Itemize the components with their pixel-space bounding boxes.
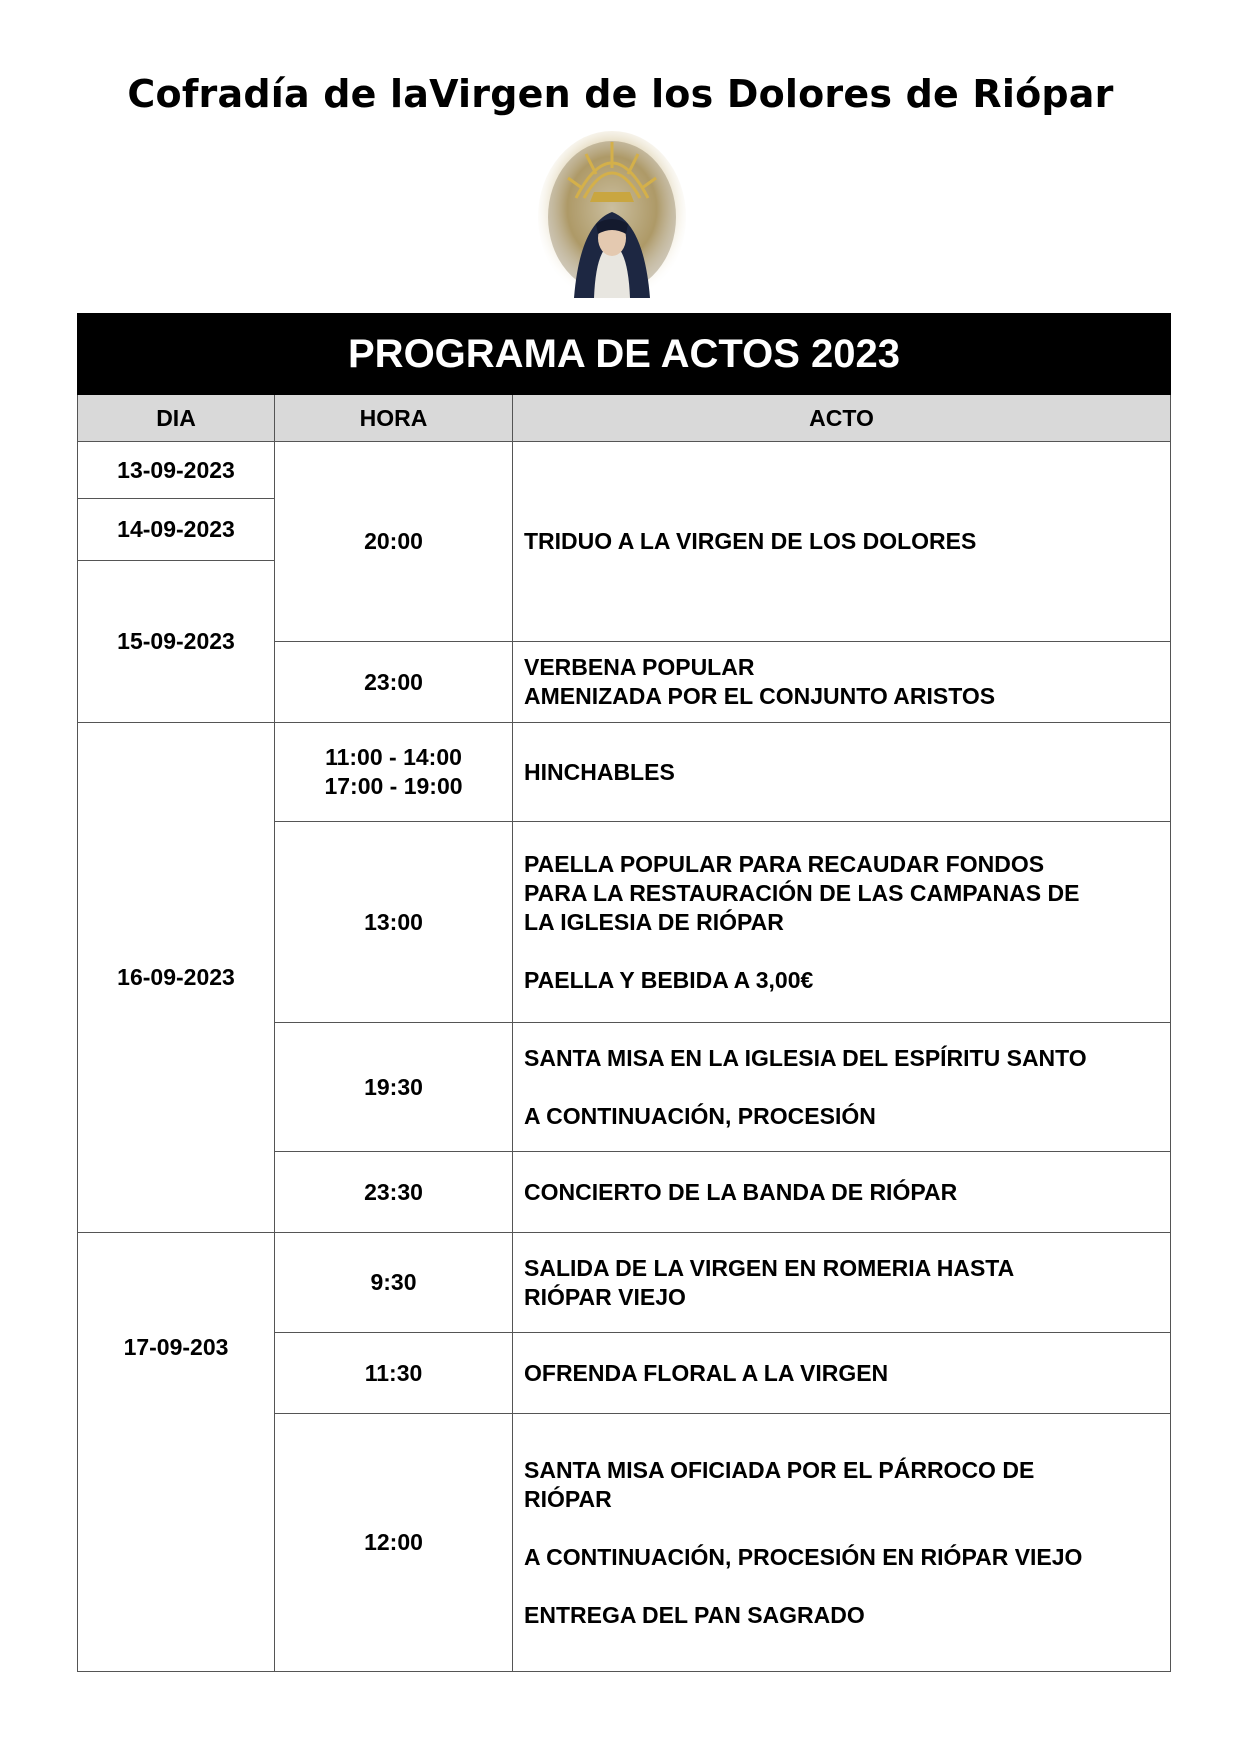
act-cell — [513, 1333, 1171, 1414]
time-cell: 19:30 — [275, 1023, 513, 1152]
spacer — [524, 1073, 1162, 1102]
time-cell: 23:30 — [275, 1152, 513, 1233]
day-cell: 14-09-2023 — [78, 499, 275, 561]
page-title: Cofradía de laVirgen de los Dolores de Riópar — [127, 72, 1114, 116]
time-line: 17:00 - 19:00 — [324, 773, 463, 799]
act-line: RIÓPAR — [524, 1485, 612, 1512]
time-cell — [275, 723, 513, 822]
spacer — [524, 937, 1162, 966]
act-line: SANTA MISA OFICIADA POR EL PÁRROCO DE — [524, 1456, 1035, 1483]
day-cell: 15-09-2023 — [78, 561, 275, 723]
day-cell: 16-09-2023 — [78, 723, 275, 1233]
column-header-acto: ACTO — [513, 395, 1171, 442]
act-line: PAELLA POPULAR PARA RECAUDAR FONDOS — [524, 850, 1045, 877]
day-cell: 17-09-203 — [78, 1233, 275, 1672]
act-line: SALIDA DE LA VIRGEN EN ROMERIA HASTA — [524, 1254, 1015, 1281]
column-header-dia: DIA — [78, 395, 275, 442]
act-line: TRIDUO A LA VIRGEN DE LOS DOLORES — [524, 528, 977, 554]
time-cell: 23:00 — [275, 642, 513, 723]
time-cell: 11:30 — [275, 1333, 513, 1414]
act-line: CONCIERTO DE LA BANDA DE RIÓPAR — [524, 1178, 958, 1205]
act-cell — [513, 1233, 1171, 1333]
act-line: OFRENDA FLORAL A LA VIRGEN — [524, 1359, 889, 1386]
spacer — [524, 1514, 1162, 1543]
program-table — [77, 313, 1171, 1672]
time-cell: 20:00 — [275, 442, 513, 642]
time-line: 11:00 - 14:00 — [325, 744, 462, 770]
act-cell — [513, 1023, 1171, 1152]
act-line: VERBENA POPULAR — [524, 654, 755, 680]
act-cell — [513, 442, 1171, 642]
program-banner — [78, 314, 1171, 395]
act-line: HINCHABLES — [524, 758, 675, 785]
virgin-of-sorrows-medallion-icon — [536, 128, 688, 306]
act-cell — [513, 1414, 1171, 1672]
act-line: A CONTINUACIÓN, PROCESIÓN EN RIÓPAR VIEJO — [524, 1543, 1083, 1570]
banner-title: PROGRAMA DE ACTOS 2023 — [348, 331, 900, 376]
spacer — [524, 1572, 1162, 1601]
time-cell: 12:00 — [275, 1414, 513, 1672]
act-line: RIÓPAR VIEJO — [524, 1283, 686, 1310]
act-line: ENTREGA DEL PAN SAGRADO — [524, 1601, 865, 1628]
time-cell: 13:00 — [275, 822, 513, 1023]
act-line: LA IGLESIA DE RIÓPAR — [524, 908, 784, 935]
act-cell — [513, 723, 1171, 822]
act-line: AMENIZADA POR EL CONJUNTO ARISTOS — [524, 683, 996, 709]
time-cell: 9:30 — [275, 1233, 513, 1333]
act-line: PAELLA Y BEBIDA A 3,00€ — [524, 966, 814, 993]
act-line: PARA LA RESTAURACIÓN DE LAS CAMPANAS DE — [524, 879, 1080, 906]
act-cell — [513, 1152, 1171, 1233]
act-cell — [513, 642, 1171, 723]
column-header-hora: HORA — [275, 395, 513, 442]
act-line: A CONTINUACIÓN, PROCESIÓN — [524, 1102, 876, 1129]
act-line: SANTA MISA EN LA IGLESIA DEL ESPÍRITU SANTO — [524, 1044, 1087, 1071]
day-cell: 13-09-2023 — [78, 442, 275, 499]
act-cell — [513, 822, 1171, 1023]
